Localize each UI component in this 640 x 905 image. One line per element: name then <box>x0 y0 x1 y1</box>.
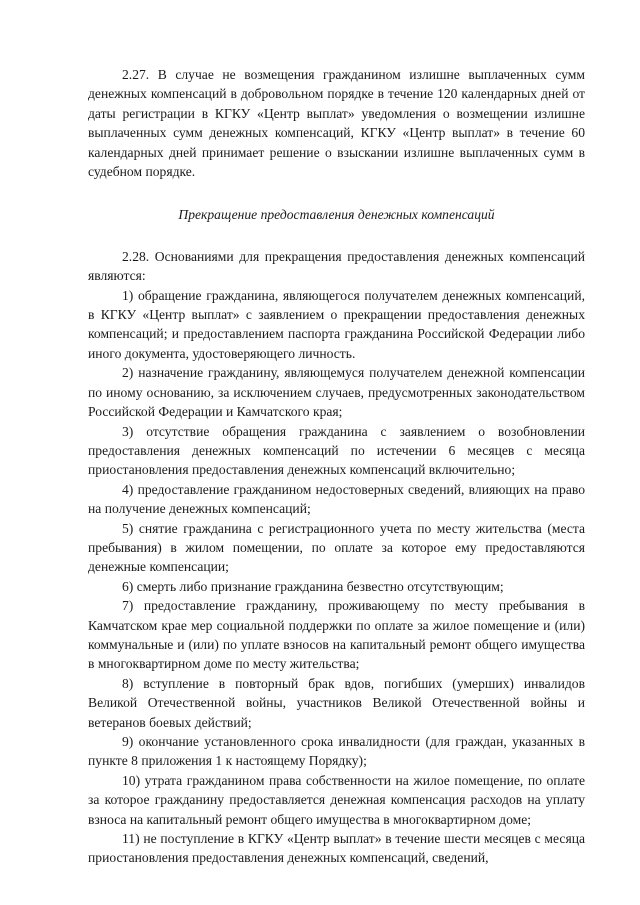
list-item-6: 6) смерть либо признание гражданина безвестно отсутствующим; <box>122 578 504 594</box>
list-item-4: 4) предоставление гражданином недостоверных сведений, влияющих на право на получение денежных компенсаций; <box>88 481 585 517</box>
list-item-8: 8) вступление в повторный брак вдов, погибших (умерших) инвалидов Великой Отечественной войны, участников Великой Отечественной войны и ветеранов боевых действий; <box>88 675 585 730</box>
list-item-9: 9) окончание установленного срока инвалидности (для граждан, указанных в пункте 8 приложения 1 к настоящему Порядку); <box>88 734 585 769</box>
list-item-1: 1) обращение гражданина, являющегося получателем денежных компенсаций, в КГКУ «Центр выплат» с заявлением о прекращении предоставления денежных компенсаций; и предоставлением паспорта гражданина Российской Федерации либо иного документа, удостоверяющего личность. <box>88 287 585 361</box>
list-item-2: 2) назначение гражданину, являющемуся получателем денежной компенсации по иному основанию, за исключением случаев, предусмотренных законодательством Российской Федерации и Камчатского края; <box>88 365 585 420</box>
list-item-11: 11) не поступление в КГКУ «Центр выплат» в течение шести месяцев с месяца приостановления предоставления денежных компенсаций, сведений, <box>88 831 585 866</box>
section-heading: Прекращение предоставления денежных компенсаций <box>178 207 495 223</box>
list-item-5: 5) снятие гражданина с регистрационного учета по месту жительства (места пребывания) в жилом помещении, по оплате за которое ему предоставляются денежные компенсации; <box>88 520 585 575</box>
list-item-10: 10) утрата гражданином права собственности на жилое помещение, по оплате за которое гражданину предоставляется денежная компенсация расходов на уплату взноса на капитальный ремонт общего имущества в многоквартирном доме; <box>88 772 585 827</box>
paragraph-2-28: 2.28. Основаниями для прекращения предоставления денежных компенсаций являются: <box>88 248 585 284</box>
paragraph-2-27: 2.27. В случае не возмещения гражданином излишне выплаченных сумм денежных компенсаций в добровольном порядке в течение 120 календарных дней от даты регистрации в КГКУ «Центр выплат» уведомления о возмещении излишне выплаченных сумм денежных компенсаций, КГКУ «Центр выплат» в течение 60 календарных дней принимает решение о взыскании излишне выплаченных сумм в судебном порядке. <box>88 67 585 180</box>
list-item-3: 3) отсутствие обращения гражданина с заявлением о возобновлении предоставления денежных компенсаций по истечении 6 месяцев с месяца приостановления предоставления денежных компенсаций включительно; <box>88 423 585 478</box>
list-item-7: 7) предоставление гражданину, проживающему по месту пребывания в Камчатском крае мер социальной поддержки по оплате за жилое помещение и (или) коммунальные и (или) по уплате взносов на капитальный ремонт общего имущества в многоквартирном доме по месту жительства; <box>88 598 585 672</box>
document-body <box>88 65 585 868</box>
